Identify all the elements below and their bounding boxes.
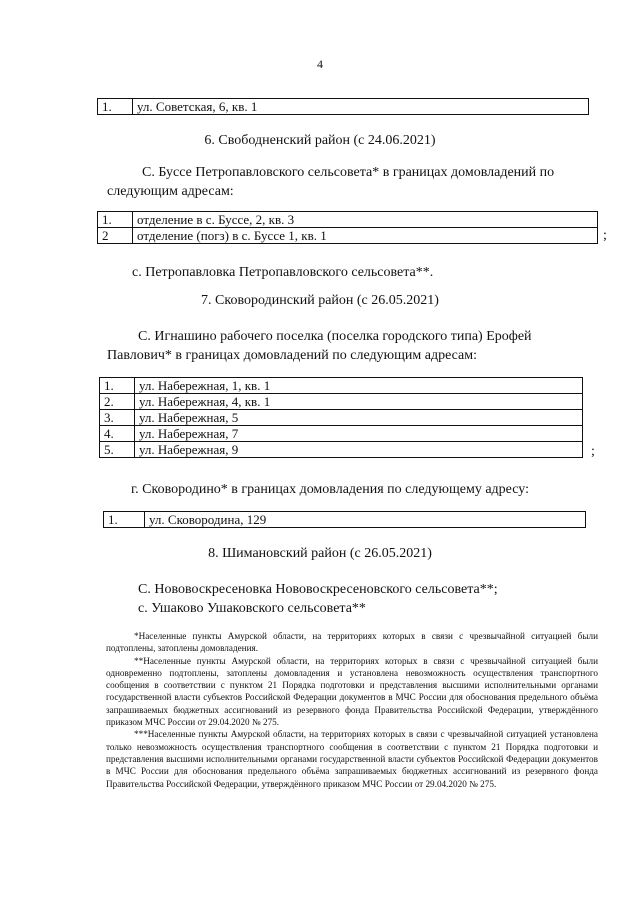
footnotes [106, 630, 598, 790]
skovorodino-intro: г. Сковородино* в границах домовладения по следующему адресу: [131, 482, 529, 497]
section7-semicolon: ; [591, 444, 595, 459]
table-row [100, 378, 583, 394]
section7-address-table [99, 377, 583, 458]
top-address-table [97, 98, 589, 115]
section8-title: 8. Шимановский район (с 26.05.2021) [208, 546, 432, 561]
table-row [100, 426, 583, 442]
row-number: 3. [100, 410, 135, 426]
row-address: ул. Сковородина, 129 [145, 512, 586, 528]
section6-semicolon: ; [603, 228, 607, 243]
skovorodino-address-table [103, 511, 586, 528]
row-address: ул. Набережная, 7 [135, 426, 583, 442]
section6-title: 6. Свободненский район (с 24.06.2021) [204, 133, 436, 148]
row-address: ул. Набережная, 1, кв. 1 [135, 378, 583, 394]
section6-address-table [97, 211, 598, 244]
section8-line2: с. Ушаково Ушаковского сельсовета** [138, 601, 366, 616]
table-row [100, 442, 583, 458]
row-number: 5. [100, 442, 135, 458]
row-number: 4. [100, 426, 135, 442]
row-address: ул. Набережная, 4, кв. 1 [135, 394, 583, 410]
section7-intro-line1: С. Игнашино рабочего поселка (поселка городского типа) Ерофей [138, 329, 532, 344]
table-row [104, 512, 586, 528]
section7-intro-line2: Павлович* в границах домовладений по следующим адресам: [107, 348, 477, 363]
footnote-1: *Населенные пункты Амурской области, на территориях которых в связи с чрезвычайной ситуацией были подтоплены, затоплены домовладения. [106, 631, 598, 654]
row-address: отделение в с. Буссе, 2, кв. 3 [133, 212, 598, 228]
section7-title: 7. Сковородинский район (с 26.05.2021) [201, 293, 439, 308]
row-address: ул. Советская, 6, кв. 1 [133, 99, 589, 115]
table-row [98, 228, 598, 244]
table-row [98, 99, 589, 115]
row-number: 2 [98, 228, 133, 244]
row-address: ул. Набережная, 5 [135, 410, 583, 426]
row-address: отделение (погз) в с. Буссе 1, кв. 1 [133, 228, 598, 244]
page-number: 4 [317, 57, 323, 71]
table-row [100, 394, 583, 410]
table-row [98, 212, 598, 228]
row-address: ул. Набережная, 9 [135, 442, 583, 458]
section6-tail: с. Петропавловка Петропавловского сельсовета**. [132, 265, 434, 280]
section6-intro-line1: С. Буссе Петропавловского сельсовета* в границах домовладений по [142, 165, 555, 180]
row-number: 1. [104, 512, 145, 528]
section6-intro-line2: следующим адресам: [107, 184, 234, 199]
section8-line1: С. Нововоскресеновка Нововоскресеновского сельсовета**; [138, 582, 498, 597]
row-number: 1. [98, 99, 133, 115]
table-row [100, 410, 583, 426]
row-number: 2. [100, 394, 135, 410]
row-number: 1. [100, 378, 135, 394]
footnote-3: ***Населенные пункты Амурской области, на территориях которых в связи с чрезвычайной ситуацией установлена только невозможность осуществления транспортного сообщения в соответствии с пунктом 21 Порядка подготовки и представления высшими исполнительными органами государственной власти субъектов Российской Федерации документов в МЧС России для обоснования предельного объёма запрашиваемых бюджетных ассигнований из резервного фонда Правительства Российской Федерации, утверждённого приказом МЧС России от 29.04.2020 № 275. [106, 729, 598, 789]
row-number: 1. [98, 212, 133, 228]
footnote-2: **Населенные пункты Амурской области, на территориях которых в связи с чрезвычайной ситуацией были одновременно подтоплены, затоплены домовладения и установлена невозможность осуществления транспортного сообщения в соответствии с пунктом 21 Порядка подготовки и представления высшими исполнительными органами государственной власти субъектов Российской Федерации документов в МЧС России для обоснования предельного объёма запрашиваемых бюджетных ассигнований из резервного фонда Правительства Российской Федерации, утверждённого приказом МЧС России от 29.04.2020 № 275. [106, 655, 598, 728]
